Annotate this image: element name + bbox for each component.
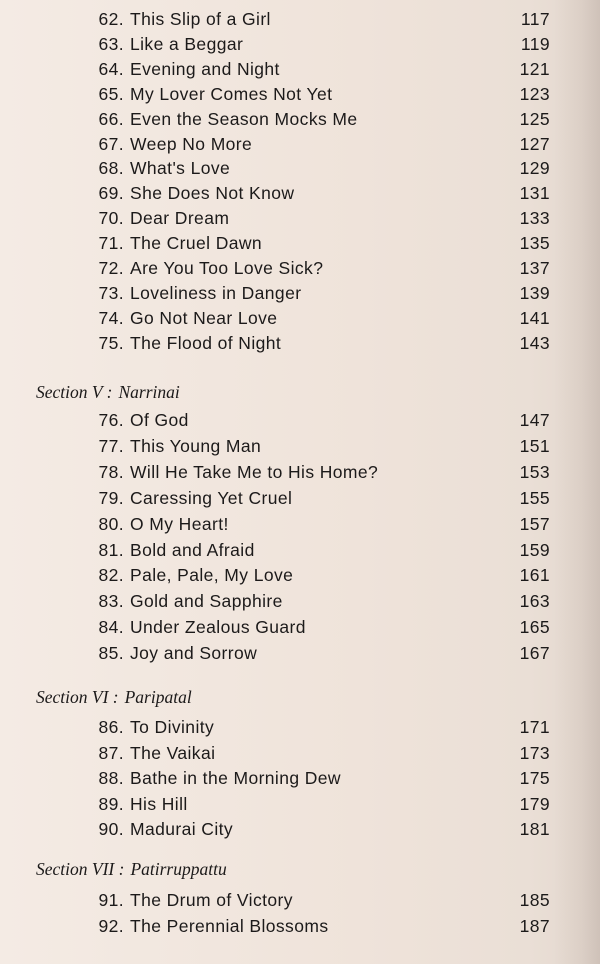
- entry-page-number: 141: [519, 307, 550, 328]
- toc-entry: [0, 283, 600, 309]
- entry-page-number: 179: [519, 793, 550, 814]
- entry-number: 83.: [98, 591, 124, 612]
- toc-entry: [0, 643, 600, 669]
- entry-page-number: 125: [519, 108, 550, 129]
- entry-title: What's Love: [130, 158, 231, 179]
- entry-title: Even the Season Mocks Me: [130, 108, 358, 129]
- entry-title: Bathe in the Morning Dew: [130, 768, 341, 788]
- entry-number: 68.: [98, 158, 124, 179]
- toc-entry: [0, 462, 600, 488]
- toc-entry: [0, 890, 600, 916]
- entry-page-number: 137: [519, 258, 550, 278]
- toc-entry: [0, 134, 600, 160]
- entry-page-number: 173: [519, 742, 550, 763]
- entry-title: Weep No More: [130, 133, 253, 154]
- entry-title: My Lover Comes Not Yet: [130, 83, 333, 104]
- entry-page-number: 131: [519, 183, 550, 204]
- entry-page-number: 159: [519, 539, 550, 560]
- entry-number: 86.: [98, 717, 124, 737]
- toc-entry: [0, 436, 600, 462]
- toc-entry: [0, 9, 600, 35]
- entry-title: O My Heart!: [130, 513, 229, 534]
- toc-entry: [0, 591, 600, 617]
- entry-number: 71.: [98, 233, 124, 254]
- entry-title: His Hill: [130, 793, 188, 814]
- entry-number: 74.: [98, 307, 124, 328]
- entry-title: The Flood of Night: [130, 332, 282, 353]
- entry-number: 85.: [98, 643, 124, 664]
- entry-number: 89.: [98, 793, 124, 814]
- toc-entry: [0, 158, 600, 184]
- entry-page-number: 185: [519, 890, 550, 910]
- entry-number: 90.: [98, 819, 124, 839]
- entry-title: Dear Dream: [130, 208, 230, 229]
- entry-page-number: 117: [520, 9, 550, 29]
- section-heading: [36, 382, 180, 406]
- entry-title: Evening and Night: [130, 58, 280, 79]
- entry-number: 91.: [98, 890, 124, 910]
- entry-number: 92.: [98, 915, 124, 936]
- entry-title: Are You Too Love Sick?: [130, 258, 324, 278]
- entry-title: This Slip of a Girl: [130, 9, 271, 29]
- entry-title: The Perennial Blossoms: [130, 915, 329, 936]
- entry-title: Bold and Afraid: [130, 539, 255, 560]
- section-label: Section VI :: [36, 687, 119, 707]
- entry-page-number: 153: [519, 461, 550, 482]
- entry-title: This Young Man: [130, 435, 262, 456]
- entry-number: 81.: [98, 539, 124, 560]
- entry-number: 73.: [98, 282, 124, 303]
- entry-title: Will He Take Me to His Home?: [130, 461, 379, 482]
- entry-page-number: 123: [519, 83, 550, 104]
- section-name: Narrinai: [118, 382, 180, 402]
- entry-page-number: 151: [519, 435, 550, 456]
- entry-page-number: 147: [519, 410, 550, 430]
- entry-title: To Divinity: [130, 717, 215, 737]
- entry-page-number: 129: [519, 158, 550, 179]
- entry-title: She Does Not Know: [130, 183, 295, 204]
- section-label: Section VII :: [36, 859, 125, 879]
- toc-entry: [0, 768, 600, 794]
- entry-page-number: 155: [519, 487, 550, 508]
- section-name: Patirruppattu: [130, 859, 227, 879]
- entry-number: 80.: [98, 513, 124, 534]
- entry-title: Joy and Sorrow: [130, 643, 258, 664]
- entry-title: The Vaikai: [130, 742, 216, 763]
- entry-number: 70.: [98, 208, 124, 229]
- toc-entry: [0, 410, 600, 436]
- toc-entry: [0, 109, 600, 135]
- section-heading: [36, 859, 227, 883]
- entry-page-number: 135: [519, 233, 550, 254]
- entry-page-number: 167: [519, 643, 550, 664]
- toc-entry: [0, 565, 600, 591]
- entry-page-number: 121: [519, 58, 550, 79]
- entry-number: 65.: [98, 83, 124, 104]
- entry-title: The Drum of Victory: [130, 890, 293, 910]
- entry-page-number: 171: [519, 717, 550, 737]
- toc-entry: [0, 540, 600, 566]
- toc-entry: [0, 258, 600, 284]
- toc-entry: [0, 717, 600, 743]
- section-heading: [36, 687, 192, 711]
- entry-number: 63.: [98, 33, 124, 54]
- entry-number: 75.: [98, 332, 124, 353]
- toc-entry: [0, 819, 600, 845]
- entry-title: Under Zealous Guard: [130, 617, 306, 638]
- entry-page-number: 143: [519, 332, 550, 353]
- toc-entry: [0, 84, 600, 110]
- entry-number: 72.: [98, 258, 124, 278]
- toc-entry: [0, 743, 600, 769]
- entry-page-number: 161: [519, 565, 550, 586]
- entry-number: 78.: [98, 461, 124, 482]
- entry-number: 82.: [98, 565, 124, 586]
- toc-entry: [0, 617, 600, 643]
- entry-page-number: 163: [519, 591, 550, 612]
- entry-number: 84.: [98, 617, 124, 638]
- entry-number: 88.: [98, 768, 124, 788]
- entry-page-number: 133: [519, 208, 550, 229]
- entry-title: Go Not Near Love: [130, 307, 278, 328]
- entry-number: 79.: [98, 487, 124, 508]
- entry-number: 62.: [98, 9, 124, 29]
- entry-page-number: 165: [519, 617, 550, 638]
- toc-entry: [0, 208, 600, 234]
- entry-number: 76.: [98, 410, 124, 430]
- toc-entry: [0, 794, 600, 820]
- entry-page-number: 119: [520, 33, 550, 54]
- toc-entry: [0, 916, 600, 942]
- toc-entry: [0, 59, 600, 85]
- entry-number: 77.: [98, 435, 124, 456]
- entry-page-number: 187: [519, 915, 550, 936]
- toc-entry: [0, 333, 600, 359]
- toc-entry: [0, 34, 600, 60]
- entry-page-number: 139: [519, 282, 550, 303]
- entry-title: Gold and Sapphire: [130, 591, 283, 612]
- entry-number: 69.: [98, 183, 124, 204]
- entry-page-number: 127: [519, 133, 550, 154]
- entry-title: Pale, Pale, My Love: [130, 565, 294, 586]
- entry-title: Caressing Yet Cruel: [130, 487, 293, 508]
- entry-page-number: 157: [519, 513, 550, 534]
- entry-title: Loveliness in Danger: [130, 282, 302, 303]
- entry-title: Of God: [130, 410, 189, 430]
- entry-number: 66.: [98, 108, 124, 129]
- toc-entry: [0, 308, 600, 334]
- section-name: Paripatal: [124, 687, 192, 707]
- toc-entry: [0, 183, 600, 209]
- entry-number: 67.: [98, 133, 124, 154]
- entry-page-number: 181: [519, 819, 550, 839]
- entry-page-number: 175: [519, 768, 550, 788]
- section-label: Section V :: [36, 382, 113, 402]
- toc-entry: [0, 233, 600, 259]
- entry-number: 64.: [98, 58, 124, 79]
- entry-title: Like a Beggar: [130, 33, 244, 54]
- entry-title: The Cruel Dawn: [130, 233, 263, 254]
- entry-title: Madurai City: [130, 819, 234, 839]
- toc-entry: [0, 514, 600, 540]
- entry-number: 87.: [98, 742, 124, 763]
- toc-entry: [0, 488, 600, 514]
